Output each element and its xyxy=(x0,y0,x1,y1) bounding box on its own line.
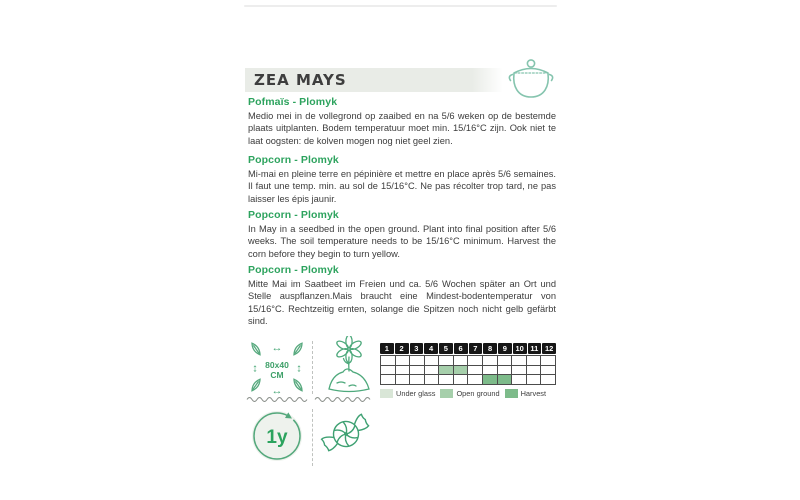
legend-item-harvest xyxy=(505,389,546,398)
legend-label: Under glass xyxy=(396,389,436,398)
month-cell-1: 1 xyxy=(380,343,394,354)
section-body-de: Mitte Mai im Saatbeet im Freien und ca. 5/6 Wochen später an Ort und Stelle auspflanzen.Mais braucht eine Mindest-bodentemperatur von 15/16°C. Rechtzeitig ernten, solange die Spitzen noch nicht gelb gefärbt sind. xyxy=(248,279,556,327)
calendar-cell-under-glass-month-12 xyxy=(541,356,556,366)
calendar-cell-under-glass-month-1 xyxy=(381,356,396,366)
leaf-icon xyxy=(250,342,262,356)
section-french xyxy=(248,154,556,205)
dashed-divider-vertical xyxy=(312,341,313,394)
calendar-cell-harvest-month-7 xyxy=(468,375,483,385)
calendar-cell-harvest-month-2 xyxy=(396,375,411,385)
calendar-cell-under-glass-month-10 xyxy=(512,356,527,366)
section-dutch xyxy=(248,96,556,147)
candy-swirl xyxy=(330,418,363,450)
calendar-cell-open-ground-month-7 xyxy=(468,366,483,376)
plant-spacing-icon xyxy=(246,338,308,396)
calendar-cell-under-glass-month-7 xyxy=(468,356,483,366)
calendar-cell-harvest-month-12 xyxy=(541,375,556,385)
calendar-month-header xyxy=(380,343,556,354)
month-cell-12: 12 xyxy=(542,343,556,354)
duration-label: 1y xyxy=(266,427,288,448)
section-heading-de: Popcorn - Plomyk xyxy=(248,264,339,276)
calendar-cell-open-ground-month-8 xyxy=(483,366,498,376)
vertical-arrow-icon: ↕ xyxy=(296,362,302,375)
calendar-cell-harvest-month-3 xyxy=(410,375,425,385)
vertical-arrow-icon: ↕ xyxy=(252,362,258,375)
leaf-icon xyxy=(292,342,304,356)
month-cell-4: 4 xyxy=(424,343,438,354)
calendar-cell-harvest-month-10 xyxy=(512,375,527,385)
leaf-icon xyxy=(250,378,262,392)
horizontal-arrow-icon: ↔ xyxy=(271,342,283,354)
month-cell-5: 5 xyxy=(439,343,453,354)
spacing-unit-label: CM xyxy=(270,370,284,380)
calendar-cell-harvest-month-11 xyxy=(527,375,542,385)
calendar-cell-open-ground-month-1 xyxy=(381,366,396,376)
calendar-cell-under-glass-month-6 xyxy=(454,356,469,366)
calendar-cell-open-ground-month-3 xyxy=(410,366,425,376)
section-body-nl: Medio mei in de vollegrond op zaaibed en na 5/6 weken op de bestemde plaats uitplanten. Bodem temperatuur moet min. 15/16°C zijn. Ook niet te laat oogsten: de kolven mogen nog niet geel zien. xyxy=(248,111,556,146)
calendar-cell-under-glass-month-8 xyxy=(483,356,498,366)
calendar-cell-open-ground-month-4 xyxy=(425,366,440,376)
month-cell-10: 10 xyxy=(513,343,527,354)
horizontal-arrow-icon: ↔ xyxy=(271,385,283,396)
calendar-cell-open-ground-month-11 xyxy=(527,366,542,376)
calendar-cell-under-glass-month-4 xyxy=(425,356,440,366)
sowing-calendar xyxy=(380,343,556,385)
wavy-divider xyxy=(314,395,372,402)
one-year-cycle-icon xyxy=(248,407,306,465)
calendar-cell-harvest-month-1 xyxy=(381,375,396,385)
month-cell-3: 3 xyxy=(410,343,424,354)
calendar-cell-under-glass-month-2 xyxy=(396,356,411,366)
candy-icon xyxy=(317,404,377,464)
section-english xyxy=(248,209,556,260)
spacing-dimensions-label: 80x40 xyxy=(265,360,289,370)
month-cell-6: 6 xyxy=(454,343,468,354)
soil-mound xyxy=(329,369,369,392)
calendar-cell-open-ground-month-5 xyxy=(439,366,454,376)
legend-label: Harvest xyxy=(520,389,547,398)
page-title: ZEA MAYS xyxy=(254,71,347,89)
month-cell-8: 8 xyxy=(483,343,497,354)
candy-wrapper-end xyxy=(352,414,370,432)
month-cell-11: 11 xyxy=(528,343,542,354)
wavy-divider xyxy=(246,395,308,402)
calendar-grid xyxy=(380,355,556,385)
calendar-cell-harvest-month-8 xyxy=(483,375,498,385)
calendar-cell-under-glass-month-11 xyxy=(527,356,542,366)
month-cell-9: 9 xyxy=(498,343,512,354)
calendar-cell-open-ground-month-12 xyxy=(541,366,556,376)
legend-item-under-glass xyxy=(380,389,435,398)
calendar-cell-open-ground-month-9 xyxy=(498,366,513,376)
legend-item-open-ground xyxy=(440,389,499,398)
section-body-en: In May in a seedbed in the open ground. Plant into final position after 5/6 weeks. The soil temperature needs to be 15/16°C minimum. Harvest the corn before they begin to turn yellow. xyxy=(248,224,556,259)
header-bar xyxy=(245,68,503,92)
calendar-cell-under-glass-month-3 xyxy=(410,356,425,366)
calendar-cell-open-ground-month-10 xyxy=(512,366,527,376)
seedling-icon xyxy=(322,336,376,396)
calendar-cell-under-glass-month-5 xyxy=(439,356,454,366)
section-body-fr: Mi-mai en pleine terre en pépinière et mettre en place après 5/6 semaines. Il faut une temp. min. au sol de 15/16°C. Ne pas récolter trop tard, ne pas laisser les épis jaunir. xyxy=(248,169,556,204)
month-cell-7: 7 xyxy=(469,343,483,354)
calendar-cell-harvest-month-5 xyxy=(439,375,454,385)
section-heading-en: Popcorn - Plomyk xyxy=(248,209,339,221)
section-heading-fr: Popcorn - Plomyk xyxy=(248,154,339,166)
calendar-cell-open-ground-month-2 xyxy=(396,366,411,376)
leaf-icon xyxy=(292,378,304,392)
legend-label: Open ground xyxy=(456,389,500,398)
calendar-cell-harvest-month-6 xyxy=(454,375,469,385)
section-german xyxy=(248,264,556,328)
calendar-cell-harvest-month-9 xyxy=(498,375,513,385)
month-cell-2: 2 xyxy=(395,343,409,354)
calendar-cell-under-glass-month-9 xyxy=(498,356,513,366)
open-ground-swatch xyxy=(440,389,453,398)
calendar-cell-open-ground-month-6 xyxy=(454,366,469,376)
harvest-swatch xyxy=(505,389,518,398)
packet-top-edge xyxy=(244,5,557,7)
under-glass-swatch xyxy=(380,389,393,398)
section-heading-nl: Pofmaïs - Plomyk xyxy=(248,96,338,108)
dashed-divider-vertical xyxy=(312,409,313,466)
calendar-legend xyxy=(380,389,551,398)
calendar-cell-harvest-month-4 xyxy=(425,375,440,385)
